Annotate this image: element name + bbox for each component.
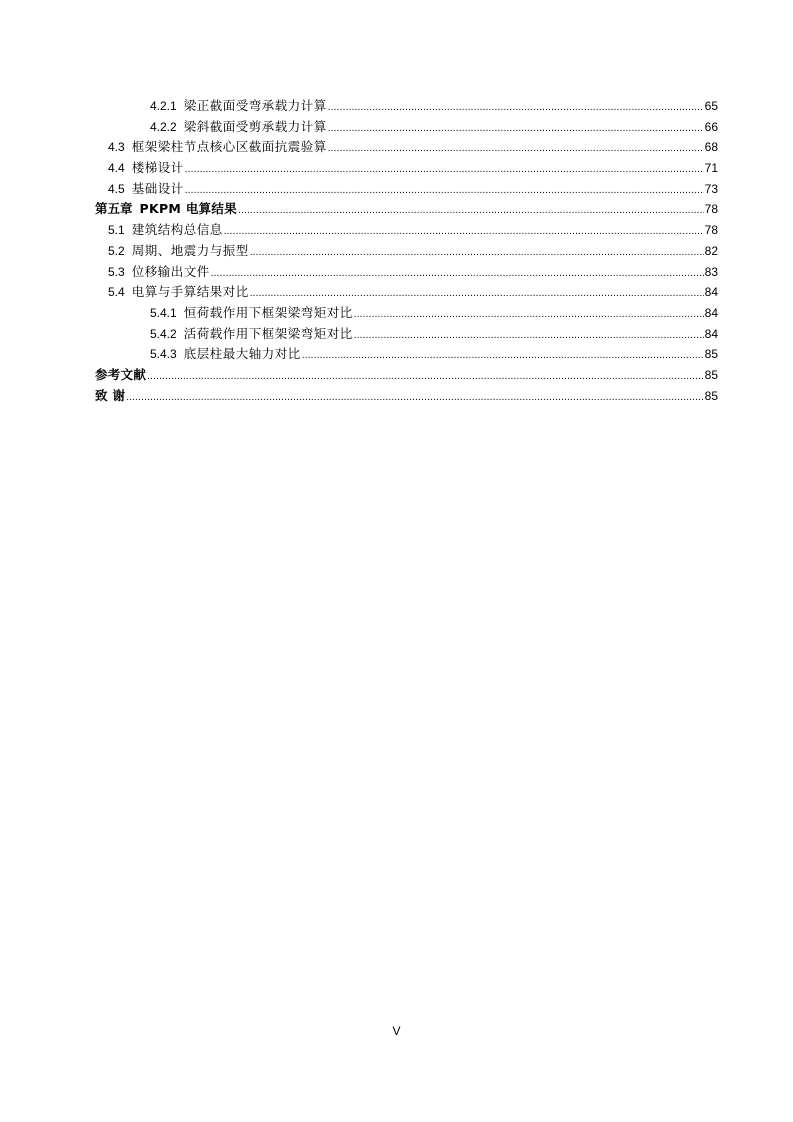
toc-entry-title: 基础设计	[131, 180, 184, 196]
toc-entry-number: 4.3	[108, 140, 125, 155]
table-of-contents	[95, 96, 718, 406]
toc-entry-page: 85	[704, 388, 718, 403]
toc-leader-dots	[238, 201, 704, 222]
toc-entry[interactable]	[95, 386, 718, 407]
toc-entry-page: 85	[704, 367, 718, 382]
toc-entry-number: 4.5	[108, 181, 125, 196]
toc-entry-title: PKPM 电算结果	[139, 201, 238, 217]
toc-entry-page: 71	[704, 161, 718, 176]
page-number: V	[392, 1024, 401, 1038]
toc-leader-dots	[302, 346, 704, 367]
toc-entry-number: 5.4.3	[150, 347, 177, 362]
toc-entry[interactable]	[95, 262, 718, 283]
toc-entry-title: 底层柱最大轴力对比	[183, 346, 301, 362]
toc-leader-dots	[250, 284, 704, 305]
toc-entry-page: 78	[704, 223, 718, 238]
toc-entry-page: 84	[704, 285, 718, 300]
toc-entry-title: 活荷载作用下框架梁弯矩对比	[183, 325, 353, 341]
toc-leader-dots	[185, 160, 704, 181]
toc-entry-title: 梁斜截面受剪承载力计算	[183, 118, 327, 134]
toc-entry-page: 65	[704, 99, 718, 113]
toc-entry-page: 66	[704, 119, 718, 134]
toc-entry-number: 5.4	[108, 285, 125, 300]
toc-entry-title: 建筑结构总信息	[131, 222, 223, 238]
toc-entry-number: 5.1	[108, 223, 125, 238]
toc-entry-page: 83	[704, 264, 718, 279]
toc-entry-page: 73	[704, 181, 718, 196]
toc-entry-title: 位移输出文件	[131, 263, 210, 279]
toc-entry-page: 85	[704, 347, 718, 362]
toc-entry[interactable]	[95, 365, 718, 386]
toc-entry-number: 5.4.1	[150, 305, 177, 320]
toc-entry-title: 参考文献	[95, 366, 147, 382]
toc-entry[interactable]	[95, 324, 718, 345]
toc-entry[interactable]	[95, 117, 718, 138]
toc-entry[interactable]	[95, 179, 718, 200]
toc-leader-dots	[224, 222, 704, 243]
toc-entry-number: 5.3	[108, 264, 125, 279]
toc-entry-number: 4.2.2	[150, 119, 177, 134]
toc-entry[interactable]	[95, 241, 718, 262]
toc-entry[interactable]	[95, 96, 718, 117]
toc-entry[interactable]	[95, 137, 718, 158]
toc-leader-dots	[328, 139, 704, 160]
toc-entry-title: 电算与手算结果对比	[131, 284, 249, 300]
toc-entry-number: 4.4	[108, 161, 125, 176]
toc-entry-page: 84	[704, 326, 718, 341]
toc-entry-title: 楼梯设计	[131, 160, 184, 176]
toc-entry-title: 框架梁柱节点核心区截面抗震验算	[131, 139, 327, 155]
toc-entry-number: 5.2	[108, 243, 125, 258]
toc-leader-dots	[185, 181, 704, 202]
toc-entry-number: 第五章	[95, 201, 133, 217]
toc-leader-dots	[147, 367, 703, 388]
toc-leader-dots	[354, 305, 704, 326]
toc-entry-title: 恒荷载作用下框架梁弯矩对比	[183, 304, 353, 320]
toc-entry[interactable]	[95, 344, 718, 365]
toc-entry-title: 梁正截面受弯承载力计算	[183, 98, 327, 113]
toc-entry-title: 致 谢	[95, 387, 126, 403]
toc-leader-dots	[250, 243, 704, 264]
toc-entry[interactable]	[95, 220, 718, 241]
toc-entry-page: 78	[704, 202, 718, 217]
toc-leader-dots	[211, 264, 704, 285]
toc-leader-dots	[328, 119, 704, 140]
toc-entry-page: 68	[704, 140, 718, 155]
toc-entry[interactable]	[95, 199, 718, 220]
toc-entry-page: 82	[704, 243, 718, 258]
toc-entry-page: 84	[704, 305, 718, 320]
toc-entry-number: 4.2.1	[150, 99, 177, 113]
toc-entry[interactable]	[95, 303, 718, 324]
toc-entry[interactable]	[95, 158, 718, 179]
toc-entry-title: 周期、地震力与振型	[131, 242, 249, 258]
toc-entry[interactable]	[95, 282, 718, 303]
toc-entry-number: 5.4.2	[150, 326, 177, 341]
toc-leader-dots	[126, 388, 703, 409]
toc-leader-dots	[328, 98, 704, 119]
toc-leader-dots	[354, 326, 704, 347]
